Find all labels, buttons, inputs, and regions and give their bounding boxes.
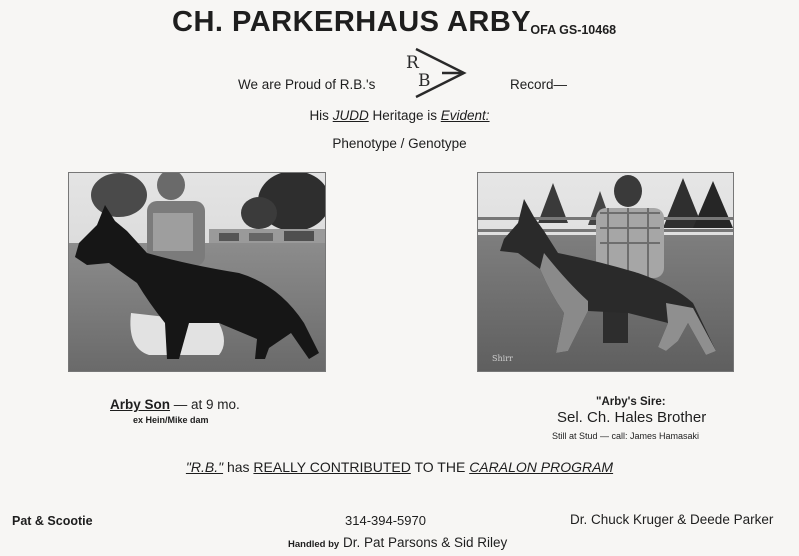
logo-letter-r: R [406,53,419,73]
contrib-program: CARALON PROGRAM [469,459,614,475]
heritage-evident: Evident: [440,108,490,123]
photographer-credit: Shirr [492,354,513,363]
phenotype-line: Phenotype / Genotype [332,136,467,151]
hales-brother-photo [477,172,734,372]
contrib-to-the: TO THE [414,459,466,475]
footer-owners-left: Pat & Scootie [12,514,93,528]
heritage-judd: JUDD [332,108,369,123]
heritage-pre: His [309,108,329,123]
footer-owners-right: Dr. Chuck Kruger & Deede Parker [570,512,774,527]
handlers-names: Dr. Pat Parsons & Sid Riley [342,535,508,550]
heritage-line [0,108,799,123]
logo-letter-b: B [418,71,431,91]
arby-son-age: — at 9 mo. [170,397,240,412]
page-title: CH. PARKERHAUS ARBY [172,6,532,38]
arby-son-photo [68,172,326,372]
intro-record-text: Record— [510,77,568,92]
contribution-line [0,459,799,475]
arby-son-name: Arby Son [110,397,171,412]
handled-by-label: Handled by [288,539,340,550]
ofa-number: – OFA GS-10468 [520,23,617,37]
footer-phone: 314-394-5970 [345,513,426,528]
heritage-mid: Heritage is [372,108,437,123]
arby-son-dam: ex Hein/Mike dam [133,415,209,425]
handled-by-line [288,535,507,550]
contrib-really: REALLY CONTRIBUTED [253,459,411,475]
sire-label: "Arby's Sire: [596,396,666,408]
sire-name: Sel. Ch. Hales Brother [557,409,707,426]
contrib-rb: "R.B." [185,459,224,475]
intro-proud-text: We are Proud of R.B.'s [238,77,376,92]
contrib-has: has [226,459,250,475]
rb-logo [404,46,468,100]
stud-contact: Still at Stud — call: James Hamasaki [552,431,700,441]
arby-son-caption [110,397,240,412]
